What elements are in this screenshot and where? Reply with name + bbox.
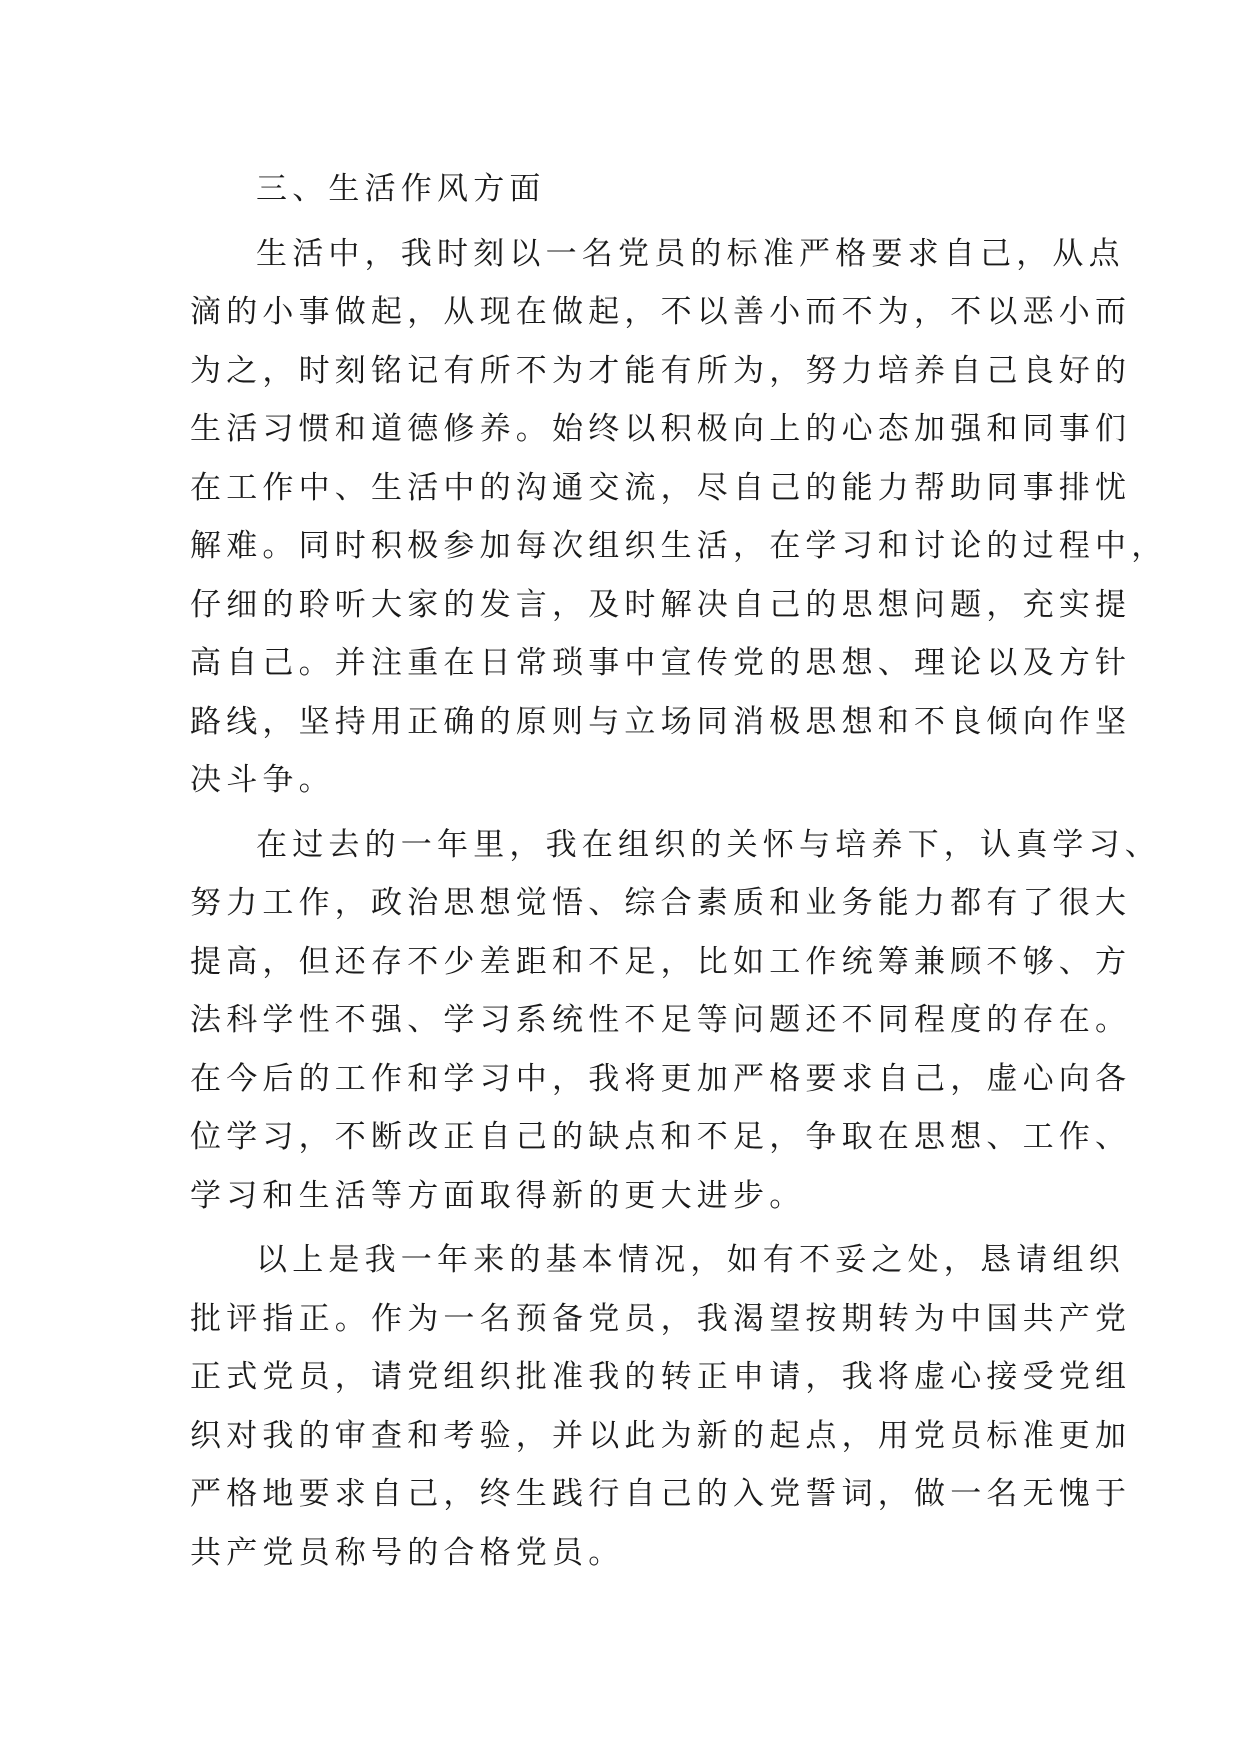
- paragraph-line: 在过去的一年里，我在组织的关怀与培养下，认真学习、: [256, 826, 1161, 863]
- paragraph-line: 滴的小事做起，从现在做起，不以善小而不为，不以恶小而: [190, 294, 1132, 330]
- paragraph-line: 决斗争。: [190, 762, 335, 798]
- paragraph-line: 为之，时刻铭记有所不为才能有所为，努力培养自己良好的: [190, 352, 1132, 389]
- paragraph-line: 提高，但还存不少差距和不足，比如工作统筹兼顾不够、方: [190, 943, 1132, 980]
- paragraph-line: 批评指正。作为一名预备党员，我渴望按期转为中国共产党: [190, 1300, 1132, 1337]
- paragraph-line: 位学习，不断改正自己的缺点和不足，争取在思想、工作、: [190, 1119, 1132, 1155]
- paragraph-line: 在今后的工作和学习中，我将更加严格要求自己，虚心向各: [190, 1060, 1132, 1097]
- paragraph-line: 努力工作，政治思想觉悟、综合素质和业务能力都有了很大: [190, 885, 1132, 921]
- paragraph-line: 在工作中、生活中的沟通交流，尽自己的能力帮助同事排忧: [190, 469, 1132, 506]
- paragraph-line: 共产党员称号的合格党员。: [190, 1534, 625, 1571]
- paragraph-line: 严格地要求自己，终生践行自己的入党誓词，做一名无愧于: [190, 1476, 1132, 1512]
- paragraph-summary: [190, 816, 1161, 1226]
- paragraph-closing: [190, 1231, 1132, 1582]
- document-body: [190, 160, 1168, 1582]
- paragraph-line: 生活中，我时刻以一名党员的标准严格要求自己，从点: [256, 235, 1125, 272]
- paragraph-line: 仔细的聆听大家的发言，及时解决自己的思想问题，充实提: [190, 586, 1132, 623]
- paragraph-line: 正式党员，请党组织批准我的转正申请，我将虚心接受党组: [190, 1359, 1132, 1395]
- paragraph-lifestyle: [190, 225, 1168, 810]
- paragraph-line: 学习和生活等方面取得新的更大进步。: [190, 1177, 806, 1214]
- paragraph-line: 以上是我一年来的基本情况，如有不妥之处，恳请组织: [256, 1242, 1125, 1278]
- paragraph-line: 高自己。并注重在日常琐事中宣传党的思想、理论以及方针: [190, 645, 1132, 681]
- paragraph-line: 生活习惯和道德修养。始终以积极向上的心态加强和同事们: [190, 411, 1132, 447]
- paragraph-line: 织对我的审查和考验，并以此为新的起点，用党员标准更加: [190, 1417, 1132, 1454]
- paragraph-line: 法科学性不强、学习系统性不足等问题还不同程度的存在。: [190, 1002, 1132, 1038]
- paragraph-line: 解难。同时积极参加每次组织生活，在学习和讨论的过程中，: [190, 528, 1168, 564]
- paragraph-line: 路线，坚持用正确的原则与立场同消极思想和不良倾向作坚: [190, 703, 1132, 740]
- section-heading: 三、生活作风方面: [256, 171, 546, 207]
